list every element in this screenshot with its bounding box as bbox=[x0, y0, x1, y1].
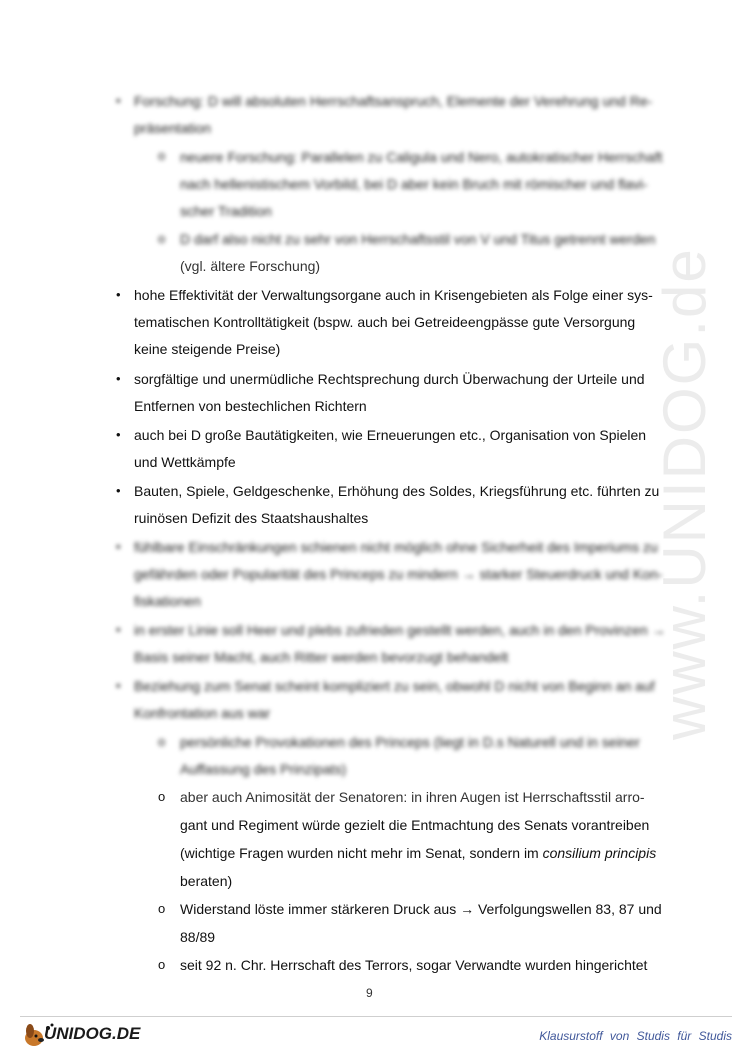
text-line: Basis seiner Macht, auch Ritter werden bevorzugt behandelt bbox=[134, 649, 509, 665]
text-line: D darf also nicht zu sehr von Herrschaftsstil von V und Titus getrennt werden bbox=[180, 231, 656, 247]
text-line: Beziehung zum Senat scheint kompliziert zu sein, obwohl D nicht von Beginn an auf bbox=[134, 678, 655, 694]
text-line: 88/89 bbox=[180, 929, 216, 945]
text-line: Forschung: D will absoluten Herrschaftsanspruch, Elemente der Verehrung und Re- bbox=[134, 93, 653, 109]
logo-text: UNIDOG.DE bbox=[44, 1024, 141, 1043]
footer-tagline: Klausurstoff von Studis für Studis bbox=[539, 1029, 732, 1043]
bullet-icon: • bbox=[116, 622, 121, 637]
bullet-icon: • bbox=[116, 539, 121, 554]
text-line: persönliche Provokationen des Princeps (liegt in D.s Naturell und in seiner bbox=[180, 734, 640, 750]
text-line: aber auch Animosität der Senatoren: in ihren Augen ist Herrschaftsstil arro- bbox=[180, 789, 645, 805]
sub-bullet-icon: o bbox=[158, 734, 166, 749]
sub-bullet-icon: o bbox=[158, 957, 166, 972]
text-line: scher Tradition bbox=[180, 203, 272, 219]
text-line: tematischen Kontrolltätigkeit (bspw. auch bei Getreideengpässe gute Versorgung bbox=[134, 314, 636, 330]
sub-bullet-icon: o bbox=[158, 148, 166, 163]
text-line: fiskationen bbox=[134, 593, 201, 609]
sub-bullet-icon: o bbox=[158, 231, 166, 246]
text-line: Konfrontation aus war bbox=[134, 705, 271, 721]
text-line: fühlbare Einschränkungen schienen nicht möglich ohne Sicherheit des Imperiums zu bbox=[134, 539, 658, 555]
text-line: seit 92 n. Chr. Herrschaft des Terrors, sogar Verwandte wurden hingerichtet bbox=[180, 957, 648, 973]
sub-bullet-icon: o bbox=[158, 901, 166, 916]
text-line: präsentation bbox=[134, 120, 212, 136]
page-number: 9 bbox=[366, 986, 373, 1000]
text-segment: (wichtige Fragen wurden nicht mehr im Senat, sondern im bbox=[180, 845, 543, 861]
text-line: neuere Forschung: Parallelen zu Caligula und Nero, autokratischer Herrschaft bbox=[180, 149, 663, 165]
text-line: ruinösen Defizit des Staatshaushaltes bbox=[134, 510, 369, 526]
text-line bbox=[180, 844, 656, 862]
text-line: (vgl. ältere Forschung) bbox=[180, 258, 321, 274]
text-line: gefährden oder Popularität des Princeps zu mindern → starker Steuerdruck und Kon- bbox=[134, 566, 663, 582]
text-line: keine steigende Preise) bbox=[134, 341, 281, 357]
text-line: Entfernen von bestechlichen Richtern bbox=[134, 398, 367, 414]
bullet-icon: • bbox=[116, 678, 121, 693]
bullet-icon: • bbox=[116, 483, 121, 498]
text-line: Auffassung des Prinzipats) bbox=[180, 761, 347, 777]
text-line: sorgfältige und unermüdliche Rechtsprechung durch Überwachung der Urteile und bbox=[134, 371, 645, 387]
sub-bullet-icon: o bbox=[158, 789, 166, 804]
watermark-text: www.UNIDOG.de bbox=[651, 247, 718, 740]
footer-divider bbox=[20, 1016, 732, 1017]
bullet-icon: • bbox=[116, 93, 121, 108]
text-line: auch bei D große Bautätigkeiten, wie Erneuerungen etc., Organisation von Spielen bbox=[134, 427, 647, 443]
bullet-icon: • bbox=[116, 371, 121, 386]
bullet-icon: • bbox=[116, 287, 121, 302]
text-line: in erster Linie soll Heer und plebs zufrieden gestellt werden, auch in den Provinzen → bbox=[134, 622, 666, 638]
text-line: beraten) bbox=[180, 873, 233, 889]
text-line: gant und Regiment würde gezielt die Entmachtung des Senats vorantreiben bbox=[180, 817, 650, 833]
text-line: und Wettkämpfe bbox=[134, 454, 236, 470]
italic-term: consilium principis bbox=[542, 845, 657, 861]
text-line: nach hellenistischem Vorbild, bei D aber kein Bruch mit römischer und flavi- bbox=[180, 176, 648, 192]
text-line: Widerstand löste immer stärkeren Druck aus → Verfolgungswellen 83, 87 und bbox=[180, 901, 662, 917]
bullet-icon: • bbox=[116, 427, 121, 442]
text-line: hohe Effektivität der Verwaltungsorgane auch in Krisengebieten als Folge einer sys- bbox=[134, 287, 653, 303]
text-line: Bauten, Spiele, Geldgeschenke, Erhöhung des Soldes, Kriegsführung etc. führten zu bbox=[134, 483, 660, 499]
